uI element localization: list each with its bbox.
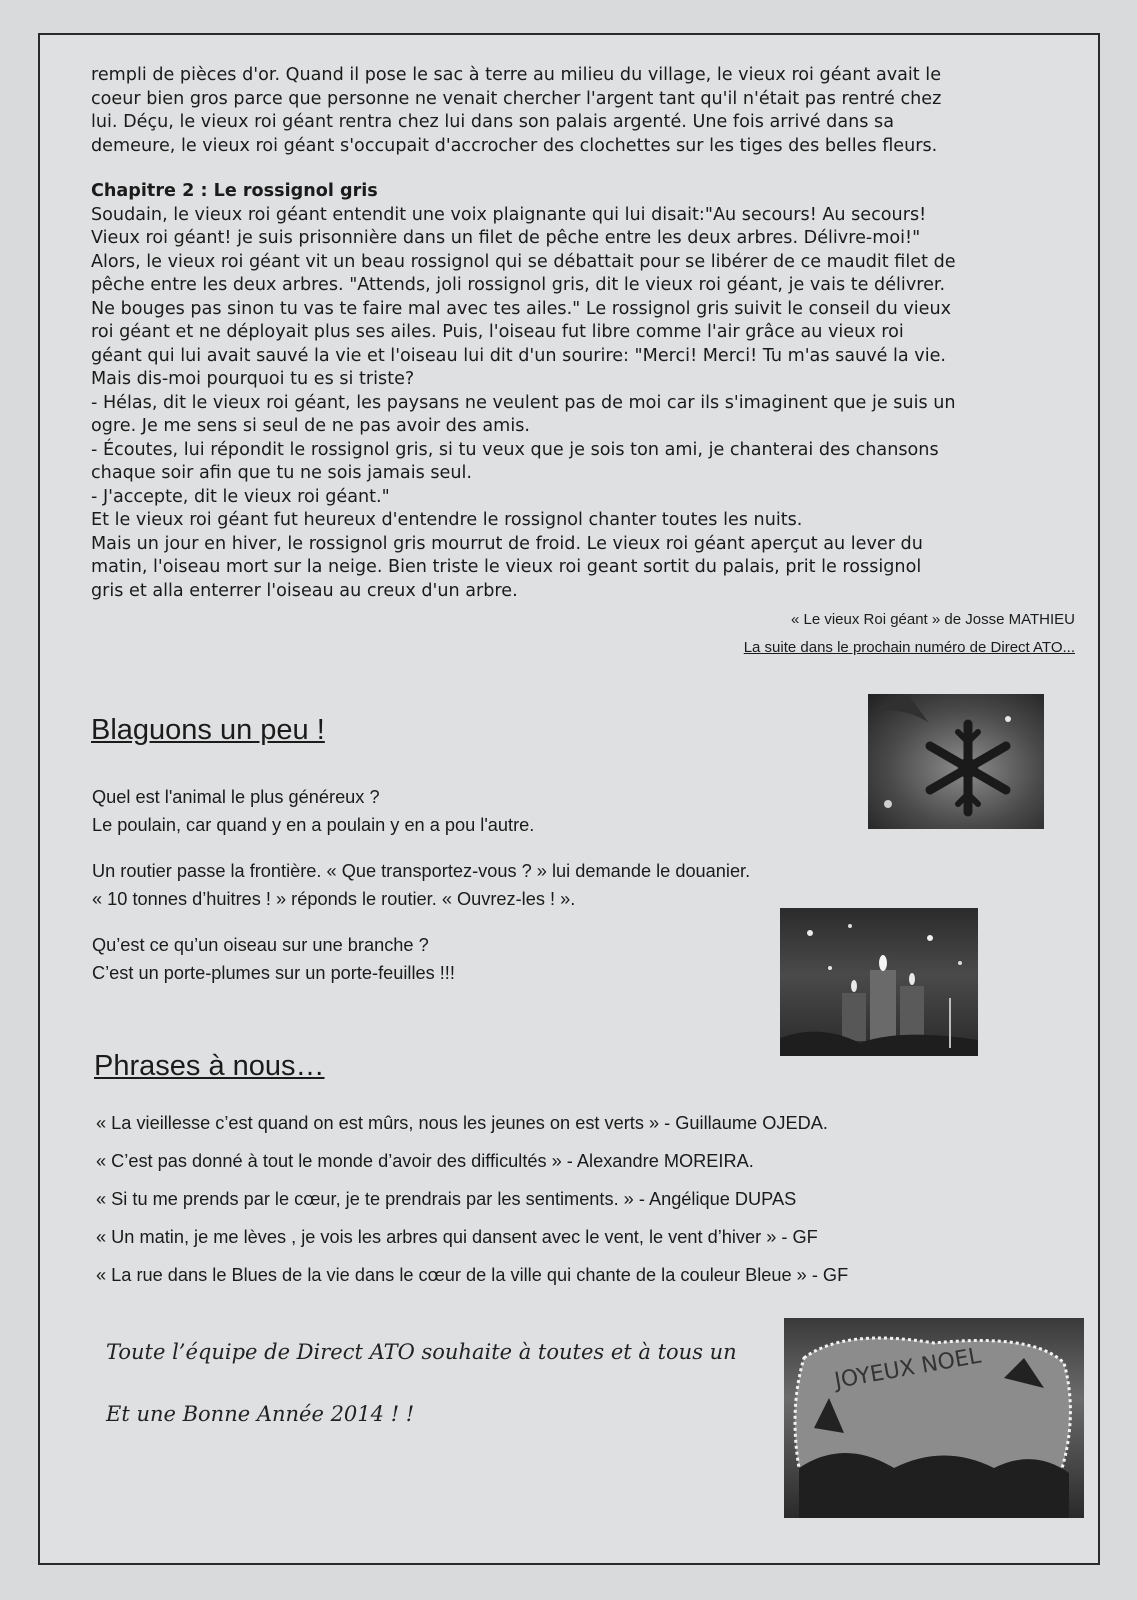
joke-answer: « 10 tonnes d’huitres ! » réponds le routier. « Ouvrez-les ! ».: [92, 889, 576, 909]
joyeux-noel-photo: [784, 1318, 1084, 1518]
quote-item: « La vieillesse c’est quand on est mûrs, nous les jeunes on est verts » - Guillaume OJEDA.: [96, 1113, 828, 1133]
credit-line: « Le vieux Roi géant » de Josse MATHIEU: [790, 611, 1075, 628]
quotes-section: [96, 1110, 1056, 1300]
story-line: Vieux roi géant! je suis prisonnière dans un filet de pêche entre les deux arbres. Délivre-moi!": [91, 228, 921, 248]
story-line: demeure, le vieux roi géant s'occupait d'accrocher des clochettes sur les tiges des belles fleurs.: [91, 135, 938, 156]
story-section: [91, 64, 1086, 603]
story-line: lui. Déçu, le vieux roi géant rentra chez lui dans son palais argenté. Une fois arrivé dans sa: [91, 112, 894, 132]
noel-sign-text: JOYEUX NOEL: [832, 1343, 983, 1394]
story-line: matin, l'oiseau mort sur la neige. Bien triste le vieux roi geant sortit du palais, prit le rossignol: [91, 557, 922, 577]
chapter-title: Chapitre 2 : Le rossignol gris: [91, 181, 378, 201]
joke-question: Un routier passe la frontière. « Que transportez-vous ? » lui demande le douanier.: [92, 861, 751, 881]
joke-question: Quel est l'animal le plus généreux ?: [92, 787, 380, 807]
quote-item: « La rue dans le Blues de la vie dans le cœur de la ville qui chante de la couleur Bleue » - GF: [96, 1265, 849, 1285]
snowflake-icon: [868, 694, 1044, 829]
story-line: Et le vieux roi géant fut heureux d'entendre le rossignol chanter toutes les nuits.: [91, 510, 803, 530]
noel-sign-icon: [784, 1318, 1084, 1518]
story-line: roi géant et ne déployait plus ses ailes. Puis, l'oiseau fut libre comme l'air grâce au vieux roi: [91, 322, 904, 342]
story-line: chaque soir afin que tu ne sois jamais seul.: [91, 463, 472, 483]
joke-question: Qu’est ce qu’un oiseau sur une branche ?: [92, 935, 429, 955]
story-line: - J'accepte, dit le vieux roi géant.": [91, 486, 390, 507]
quote-item: « C’est pas donné à tout le monde d’avoir des difficultés » - Alexandre MOREIRA.: [96, 1151, 754, 1171]
story-line: pêche entre les deux arbres. "Attends, joli rossignol gris, dit le vieux roi géant, je vais te délivrer.: [91, 275, 946, 295]
story-line: rempli de pièces d'or. Quand il pose le sac à terre au milieu du village, le vieux roi géant avait le: [91, 65, 942, 85]
story-line: Mais dis-moi pourquoi tu es si triste?: [91, 369, 415, 389]
wishes-line: Toute l’équipe de Direct ATO souhaite à toutes et à tous un: [106, 1340, 737, 1364]
joke-item: [92, 783, 912, 839]
story-line: Soudain, le vieux roi géant entendit une voix plaignante qui lui disait:"Au secours! Au secours!: [91, 204, 927, 225]
joke-answer: Le poulain, car quand y en a poulain y en a pou l'autre.: [92, 815, 535, 835]
holiday-wishes: [106, 1340, 786, 1464]
joke-answer: C’est un porte-plumes sur un porte-feuilles !!!: [92, 963, 455, 983]
candles-icon: [780, 908, 978, 1056]
story-line: - Écoutes, lui répondit le rossignol gris, si tu veux que je sois ton ami, je chanterai des chansons: [91, 439, 939, 460]
story-line: coeur bien gros parce que personne ne venait chercher l'argent tant qu'il n'était pas rentré chez: [91, 88, 942, 109]
candles-photo: [780, 908, 978, 1056]
story-line: Ne bouges pas sinon tu vas te faire mal avec tes ailes." Le rossignol gris suivit le conseil du vieux: [91, 298, 952, 319]
quote-item: « Si tu me prends par le cœur, je te prendrais par les sentiments. » - Angélique DUPAS: [96, 1189, 797, 1209]
quotes-title: Phrases à nous…: [94, 1050, 325, 1082]
story-line: ogre. Je me sens si seul de ne pas avoir des amis.: [91, 416, 530, 436]
wishes-line: Et une Bonne Année 2014 ! !: [106, 1402, 415, 1426]
joke-item: [92, 857, 912, 913]
snowflake-photo: [868, 694, 1044, 829]
story-line: géant qui lui avait sauvé la vie et l'oiseau lui dit d'un sourire: "Merci! Merci! Tu m'as sauvé la vie.: [91, 345, 947, 366]
story-line: - Hélas, dit le vieux roi géant, les paysans ne veulent pas de moi car ils s'imaginent que je suis un: [91, 392, 956, 413]
continuation-note: La suite dans le prochain numéro de Direct ATO...: [743, 639, 1075, 656]
jokes-title: Blaguons un peu !: [91, 714, 325, 746]
story-line: Alors, le vieux roi géant vit un beau rossignol qui se débattait pour se libérer de ce maudit filet de: [91, 251, 956, 272]
story-line: Mais un jour en hiver, le rossignol gris mourrut de froid. Le vieux roi géant aperçut au lever du: [91, 533, 923, 554]
quote-item: « Un matin, je me lèves , je vois les arbres qui dansent avec le vent, le vent d’hiver » - GF: [96, 1227, 818, 1247]
story-credit: [744, 606, 1075, 662]
story-line: gris et alla enterrer l'oiseau au creux d'un arbre.: [91, 580, 518, 601]
